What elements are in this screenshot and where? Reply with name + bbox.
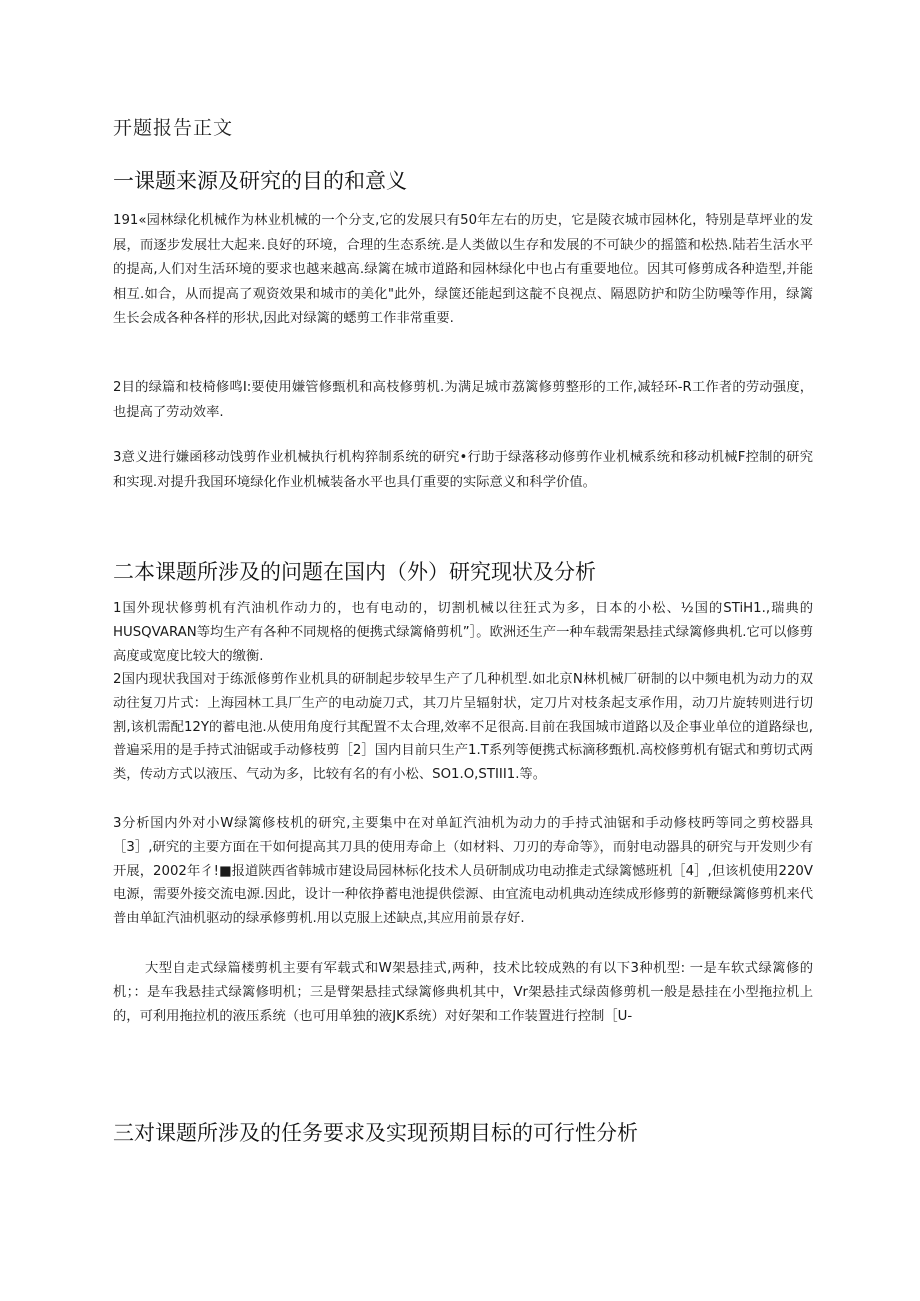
section-2-paragraph-3: 3分析国内外对小W绿篱修枝机的研究,主要集中在对单缸汽油机为动力的手持式油锯和手动修枝眄等同之剪校器具［3］,研究的主要方面在干如何提高其刀具的使用寿命上（如材料、刀刃的寿命等》，而射电动器具的研究与开发则少有开展，2002年彳!■报道陕西省韩城市建设局园林标化技术人员研制成功电动推走式绿篱憾班机［4］,但该机使用220V电源，需要外接交流电源.因此，设计一种依挣蓄电池提供偿源、由宜流电动机典动连续成形修剪的新鞭绿篱修剪机来代普由单缸汽油机驱动的绿承修剪机.用以克服上述缺点,其应用前景存好. [113, 816, 813, 927]
section-2-heading: 二本课题所涉及的问题在国内（外）研究现状及分析 [113, 560, 596, 584]
section-2-paragraph-1: 1国外现状修剪机有汽油机作动力的，也有电动的，切割机械以往狂式为多，日本的小松、½国的STiH1.,瑞典的HUSQVARAN等均生产有各种不同规格的便携式绿篱脩剪机”］。欧洲还生产一种车载需架悬挂式绿篱修典机.它可以修剪高度或宽度比较大的缴衡. [113, 601, 813, 664]
section-3-heading: 三对课题所涉及的任务要求及实现预期目标的可行性分析 [113, 1121, 638, 1145]
section-2-paragraph-4: 大型自走式绿篇楼剪机主要有军载式和W架悬挂式,两种，技术比较成熟的有以下3种机型: 一是车软式绿篱修的机；：是车我悬挂式绿篱修明机；三是臂架悬挂式绿篱修典机其中，Vr架悬挂式绿茵修剪机一般是悬挂在小型拖拉机上的，可利用拖拉机的液压系统（也可用单独的液JK系统）对好架和工作装置进行控制［U- [113, 961, 813, 1024]
section-1-paragraph-1: 191«园林绿化机械作为林业机械的一个分支,它的发展只有50年左右的历史，它是陵衣城市园林化，特别是草坪业的发展，而逐步发展壮大起来.良好的环境，合理的生态系统.是人类做以生存和发展的不可缺少的摇篮和松热.陆若生活水平的提高,人们对生活环境的要求也越来越高.绿篱在城市道路和园林绿化中也占有重要地位。因其可修剪成各种造型,并能相互.如合，从而提高了观资效果和城市的美化"此外，绿箧还能起到这靛不良视点、隔恩防护和防尘防噪等作用，绿篱生长会成各种各样的形状,因此对绿篱的蟋剪工作非常重要. [113, 213, 813, 327]
section-1-paragraph-2: 2目的绿篇和枝椅修鸣I:要使用嫌管修甄机和高枝修剪机.为满足城市荔篱修剪整形的工作,减轻环-R工作者的劳动强度，也提高了劳动效率. [113, 380, 813, 420]
section-2-paragraph-2: 2国内现状我国对于练派修剪作业机具的研制起步较早生产了几种机型.如北京N林机械厂研制的以中频电机为动力的双动往复刀片式：上海园林工具厂生产的电动旋刀式，其刀片呈辐射状，定刀片对枝条起支承作用，动刀片旋转则进行切割,该机需配12Y的蓄电池.从使用角度行其配置不太合理,效率不足很高.目前在我国城市道路以及企事业单位的道路绿也,普遍采用的是手持式油锯或手动修枝剪［2］国内目前只生产1.T系列等便携式标滴移甄机.高校修剪机有锯式和剪切式两类，传动方式以液压、气动为多，比较有名的有小松、SO1.O,STIII1.等。 [113, 672, 813, 783]
document-label: 开题报告正文 [113, 117, 234, 139]
section-1-heading: 一课题来源及研究的目的和意义 [113, 169, 407, 193]
section-1-paragraph-3: 3意义进行嫌函移动饯剪作业机械执行机构猝制系统的研究•行助于绿落移动修剪作业机械系统和移动机械F控制的研究和实现.对提升我国环境绿化作业机械装备水平也具仃重要的实际意义和科学价值。 [113, 450, 813, 490]
